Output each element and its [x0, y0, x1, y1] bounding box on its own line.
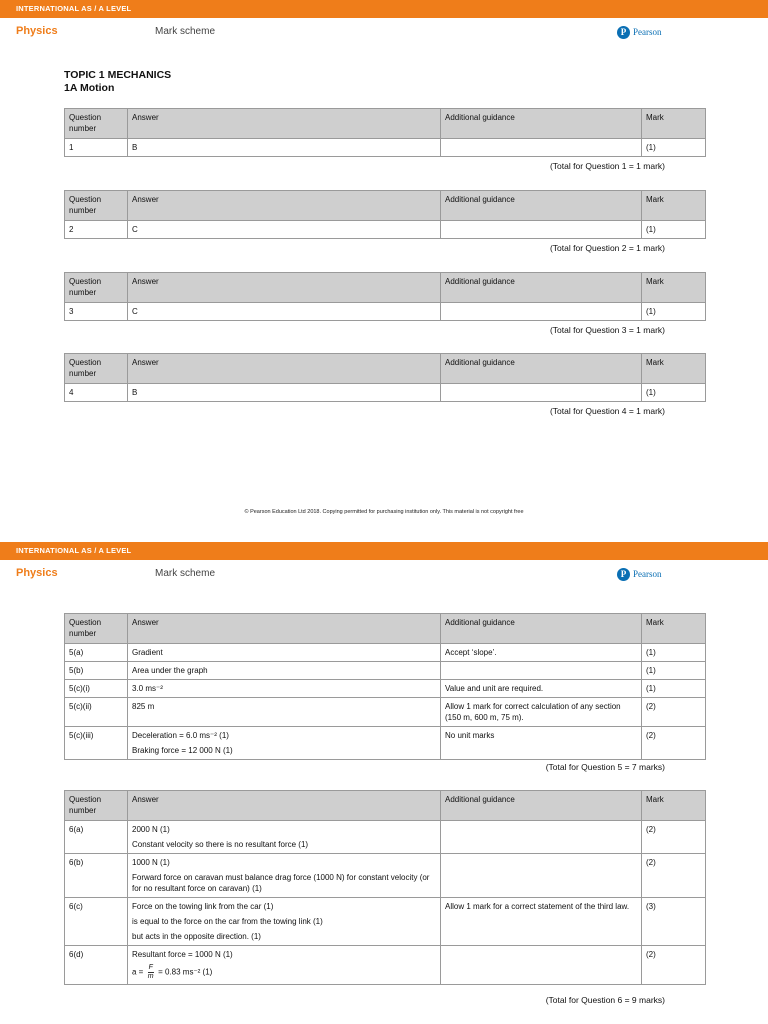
col-header-mark: Mark — [642, 273, 706, 303]
mark-table-q5 — [64, 613, 706, 760]
cell-guidance — [441, 946, 642, 985]
cell-answer — [128, 698, 441, 727]
table-row — [65, 821, 706, 854]
answer-line: Constant velocity so there is no resultant force (1) — [132, 840, 309, 849]
cell-guidance: Value and unit are required. — [441, 680, 642, 698]
table-header-row — [65, 109, 706, 139]
total-q6: (Total for Question 6 = 9 marks) — [545, 995, 665, 1005]
col-header-question: Question number — [65, 109, 128, 139]
col-header-question: Question number — [65, 791, 128, 821]
cell-answer: C — [128, 303, 441, 321]
cell-guidance — [441, 221, 642, 239]
table-row — [65, 644, 706, 662]
table-row — [65, 727, 706, 760]
subject-title: Physics — [16, 25, 58, 37]
cell-guidance: Allow 1 mark for a correct statement of the third law. — [441, 898, 642, 946]
col-header-mark: Mark — [642, 791, 706, 821]
pearson-p-icon: P — [617, 26, 630, 39]
total-q5: (Total for Question 5 = 7 marks) — [545, 762, 665, 772]
answer-line: Resultant force = 1000 N (1) — [132, 950, 233, 959]
total-q1: (Total for Question 1 = 1 mark) — [549, 161, 665, 171]
copyright-footer: © Pearson Education Ltd 2018. Copying permitted for purchasing institution only. This material is not copyright free — [244, 509, 524, 515]
table-row — [65, 139, 706, 157]
total-q3: (Total for Question 3 = 1 mark) — [549, 325, 665, 335]
equation-result: = 0.83 ms⁻² (1) — [158, 967, 213, 977]
cell-question: 5(c)(iii) — [65, 727, 128, 760]
table-row — [65, 221, 706, 239]
cell-mark: (1) — [642, 139, 706, 157]
topic-subtitle: 1A Motion — [64, 82, 115, 94]
table-header-row — [65, 273, 706, 303]
cell-guidance — [441, 303, 642, 321]
col-header-question: Question number — [65, 191, 128, 221]
col-header-answer: Answer — [128, 191, 441, 221]
mark-table-q3 — [64, 272, 706, 321]
cell-answer — [128, 727, 441, 760]
cell-answer — [128, 898, 441, 946]
cell-mark: (1) — [642, 662, 706, 680]
cell-question: 5(a) — [65, 644, 128, 662]
cell-guidance — [441, 139, 642, 157]
answer-line: Gradient — [132, 648, 163, 657]
cell-question: 5(b) — [65, 662, 128, 680]
answer-line: Area under the graph — [132, 666, 208, 675]
subject-title: Physics — [16, 567, 58, 579]
answer-line: 2000 N (1) — [132, 825, 170, 834]
col-header-question: Question number — [65, 354, 128, 384]
col-header-guidance: Additional guidance — [441, 109, 642, 139]
fraction-denominator: m — [147, 973, 154, 980]
cell-guidance — [441, 662, 642, 680]
document-type: Mark scheme — [155, 568, 216, 579]
cell-answer: C — [128, 221, 441, 239]
fraction — [148, 964, 154, 981]
cell-mark: (1) — [642, 221, 706, 239]
cell-guidance: No unit marks — [441, 727, 642, 760]
answer-line: Deceleration = 6.0 ms⁻² (1) — [132, 731, 229, 740]
col-header-answer: Answer — [128, 614, 441, 644]
cell-question: 2 — [65, 221, 128, 239]
header-band — [0, 0, 768, 18]
equation-prefix: a = — [132, 967, 144, 977]
cell-mark: (1) — [642, 644, 706, 662]
col-header-question: Question number — [65, 273, 128, 303]
table-header-row — [65, 614, 706, 644]
page-2 — [0, 542, 768, 1024]
cell-mark: (1) — [642, 384, 706, 402]
answer-line: 1000 N (1) — [132, 858, 170, 867]
cell-answer — [128, 662, 441, 680]
cell-question: 5(c)(i) — [65, 680, 128, 698]
cell-question: 1 — [65, 139, 128, 157]
col-header-mark: Mark — [642, 191, 706, 221]
cell-answer — [128, 680, 441, 698]
table-row — [65, 898, 706, 946]
equation-line — [132, 964, 436, 981]
col-header-answer: Answer — [128, 109, 441, 139]
cell-question: 3 — [65, 303, 128, 321]
total-q4: (Total for Question 4 = 1 mark) — [549, 406, 665, 416]
answer-line: 825 m — [132, 702, 155, 711]
cell-answer — [128, 946, 441, 985]
col-header-guidance: Additional guidance — [441, 614, 642, 644]
mark-table-q6 — [64, 790, 706, 985]
mark-table-q1 — [64, 108, 706, 157]
cell-answer — [128, 854, 441, 898]
topic-heading — [64, 69, 171, 95]
answer-line: Forward force on caravan must balance drag force (1000 N) for constant velocity (or for no resultant force on caravan) (1) — [132, 873, 430, 893]
table-row — [65, 946, 706, 985]
cell-guidance: Allow 1 mark for correct calculation of any section (150 m, 600 m, 75 m). — [441, 698, 642, 727]
cell-question: 6(c) — [65, 898, 128, 946]
cell-question: 6(d) — [65, 946, 128, 985]
col-header-guidance: Additional guidance — [441, 191, 642, 221]
cell-answer: B — [128, 384, 441, 402]
table-header-row — [65, 354, 706, 384]
cell-question: 6(a) — [65, 821, 128, 854]
col-header-mark: Mark — [642, 614, 706, 644]
cell-guidance — [441, 854, 642, 898]
answer-line: Braking force = 12 000 N (1) — [132, 746, 233, 755]
table-row — [65, 680, 706, 698]
pearson-p-icon: P — [617, 568, 630, 581]
cell-mark: (2) — [642, 727, 706, 760]
table-header-row — [65, 791, 706, 821]
col-header-answer: Answer — [128, 791, 441, 821]
cell-answer — [128, 821, 441, 854]
col-header-answer: Answer — [128, 354, 441, 384]
cell-answer: B — [128, 139, 441, 157]
header-band-label: INTERNATIONAL AS / A LEVEL — [16, 546, 132, 555]
pearson-wordmark: Pearson — [633, 27, 662, 37]
cell-mark: (2) — [642, 854, 706, 898]
header-band-label: INTERNATIONAL AS / A LEVEL — [16, 4, 132, 13]
cell-mark: (2) — [642, 698, 706, 727]
header-band — [0, 542, 768, 560]
cell-question: 5(c)(ii) — [65, 698, 128, 727]
table-row — [65, 303, 706, 321]
answer-line: is equal to the force on the car from the towing link (1) — [132, 917, 323, 926]
mark-table-q2 — [64, 190, 706, 239]
cell-answer — [128, 644, 441, 662]
mark-table-q4 — [64, 353, 706, 402]
col-header-question: Question number — [65, 614, 128, 644]
cell-guidance — [441, 384, 642, 402]
fraction-numerator: F — [148, 964, 153, 971]
cell-question: 4 — [65, 384, 128, 402]
cell-mark: (2) — [642, 821, 706, 854]
col-header-mark: Mark — [642, 354, 706, 384]
answer-line: but acts in the opposite direction. (1) — [132, 932, 261, 941]
cell-mark: (3) — [642, 898, 706, 946]
table-row — [65, 698, 706, 727]
col-header-mark: Mark — [642, 109, 706, 139]
col-header-guidance: Additional guidance — [441, 791, 642, 821]
table-row — [65, 854, 706, 898]
col-header-answer: Answer — [128, 273, 441, 303]
col-header-guidance: Additional guidance — [441, 354, 642, 384]
total-q2: (Total for Question 2 = 1 mark) — [549, 243, 665, 253]
cell-guidance — [441, 821, 642, 854]
table-row — [65, 384, 706, 402]
document-type: Mark scheme — [155, 26, 216, 37]
answer-line: Force on the towing link from the car (1) — [132, 902, 274, 911]
cell-mark: (1) — [642, 680, 706, 698]
cell-question: 6(b) — [65, 854, 128, 898]
cell-mark: (2) — [642, 946, 706, 985]
table-row — [65, 662, 706, 680]
pearson-logo — [617, 25, 662, 39]
topic-title: TOPIC 1 MECHANICS — [64, 69, 172, 81]
col-header-guidance: Additional guidance — [441, 273, 642, 303]
cell-guidance: Accept ‘slope’. — [441, 644, 642, 662]
answer-line: 3.0 ms⁻² — [132, 684, 163, 693]
cell-mark: (1) — [642, 303, 706, 321]
pearson-wordmark: Pearson — [633, 569, 662, 579]
pearson-logo — [617, 567, 662, 581]
table-header-row — [65, 191, 706, 221]
